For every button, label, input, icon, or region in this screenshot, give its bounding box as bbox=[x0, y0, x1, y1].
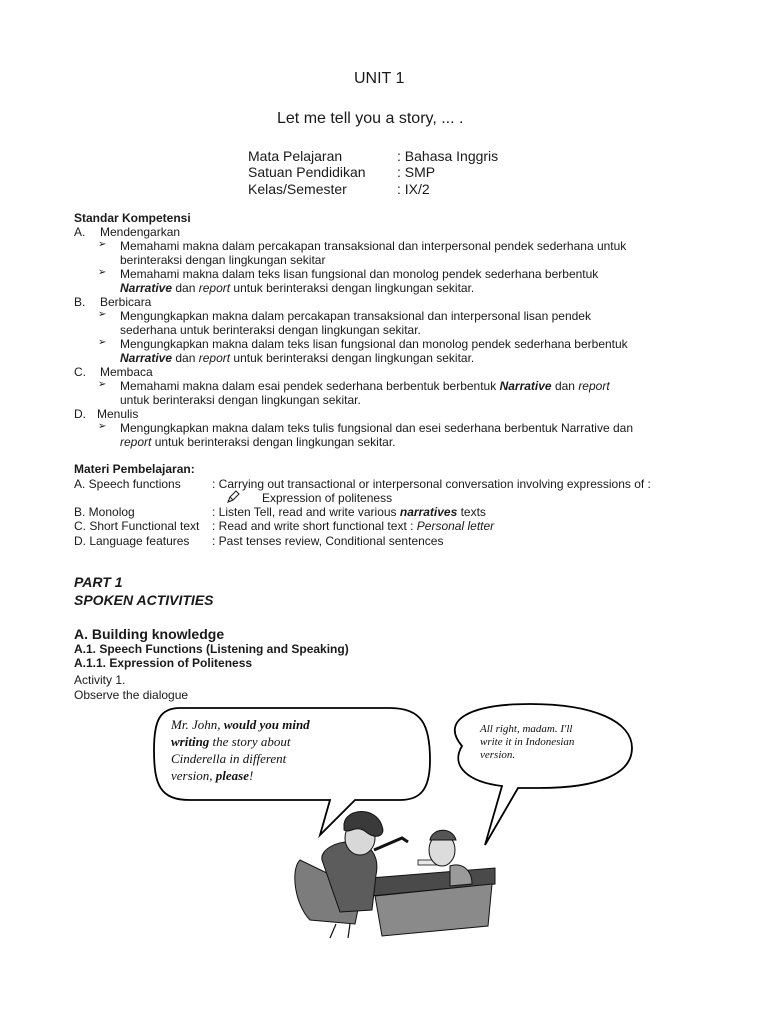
competency-line: sederhana untuk berinteraksi dengan lingkungan sekitar. bbox=[120, 323, 421, 337]
bubble-left-line: Cinderella in different bbox=[171, 751, 287, 766]
materi-label: C. Short Functional text bbox=[74, 519, 200, 533]
materi-value: : Listen Tell, read and write various narratives texts bbox=[212, 505, 486, 519]
bubble-left-line: writing the story about bbox=[171, 734, 291, 749]
section-letter: D. bbox=[74, 407, 86, 421]
section-heading: A. Building knowledge bbox=[74, 626, 225, 642]
materi-label: D. Language features bbox=[74, 534, 190, 548]
bubble-right-text bbox=[480, 723, 574, 762]
arrow-bullet-icon: ➢ bbox=[98, 379, 107, 390]
competency-line: berinteraksi dengan lingkungan sekitar bbox=[120, 253, 326, 267]
meta-label-school: Satuan Pendidikan bbox=[248, 164, 366, 180]
bubble-left-text bbox=[171, 716, 310, 784]
materi-value: : Carrying out transactional or interpersonal conversation involving expressions of : bbox=[212, 477, 651, 491]
bubble-right-line: All right, madam. I'll bbox=[480, 723, 573, 735]
part-title: PART 1 bbox=[74, 574, 123, 590]
page-subtitle: Let me tell you a story, ... . bbox=[277, 110, 464, 127]
competency-line: Memahami makna dalam teks lisan fungsional dan monolog pendek sederhana berbentuk bbox=[120, 267, 599, 281]
meta-label-class: Kelas/Semester bbox=[248, 181, 347, 197]
competency-line: Mengungkapkan makna dalam percakapan transaksional dan interpersonal lisan pendek bbox=[120, 309, 591, 323]
competency-line: Mengungkapkan makna dalam teks tulis fungsional dan esei sederhana berbentuk Narrative dan bbox=[120, 421, 633, 435]
competency-line: Narrative dan report untuk berinteraksi dengan lingkungan sekitar. bbox=[120, 351, 475, 365]
subsection-heading: A.1. Speech Functions (Listening and Speaking) bbox=[74, 642, 349, 656]
desk-illustration bbox=[370, 860, 495, 936]
competency-line: Memahami makna dalam percakapan transaksional dan interpersonal pendek sederhana untuk bbox=[120, 239, 627, 253]
arrow-bullet-icon: ➢ bbox=[98, 239, 107, 250]
section-letter: B. bbox=[74, 295, 86, 309]
arrow-bullet-icon: ➢ bbox=[98, 337, 107, 348]
competency-line: Memahami makna dalam esai pendek sederhana berbentuk berbentuk Narrative dan report bbox=[120, 379, 610, 393]
meta-label-subject: Mata Pelajaran bbox=[248, 148, 343, 164]
materi-value: : Read and write short functional text : Personal letter bbox=[212, 519, 495, 533]
competency-line: untuk berinteraksi dengan lingkungan sekitar. bbox=[120, 393, 361, 407]
section-name: Membaca bbox=[100, 365, 153, 379]
arrow-bullet-icon: ➢ bbox=[98, 267, 107, 278]
subsection-heading: A.1.1. Expression of Politeness bbox=[74, 656, 253, 670]
competency-line: Mengungkapkan makna dalam teks lisan fungsional dan monolog pendek sederhana berbentuk bbox=[120, 337, 628, 351]
standar-heading: Standar Kompetensi bbox=[74, 211, 191, 225]
bubble-right-line: version. bbox=[480, 749, 516, 761]
section-letter: C. bbox=[74, 365, 86, 379]
meta-value-school: : SMP bbox=[397, 164, 436, 180]
competency-line: Narrative dan report untuk berinteraksi dengan lingkungan sekitar. bbox=[120, 281, 475, 295]
meta-value-class: : IX/2 bbox=[397, 181, 430, 197]
materi-label: A. Speech functions bbox=[74, 477, 181, 491]
materi-value: Expression of politeness bbox=[262, 491, 393, 505]
materi-label: B. Monolog bbox=[74, 505, 135, 519]
materi-heading: Materi Pembelajaran: bbox=[74, 462, 195, 476]
activity-label: Activity 1. bbox=[74, 673, 126, 687]
activity-instruction: Observe the dialogue bbox=[74, 688, 189, 702]
competency-line: report untuk berinteraksi dengan lingkungan sekitar. bbox=[120, 435, 396, 449]
section-name: Mendengarkan bbox=[100, 225, 181, 239]
bubble-right-line: write it in Indonesian bbox=[480, 736, 575, 748]
arrow-bullet-icon: ➢ bbox=[98, 421, 107, 432]
materi-value: : Past tenses review, Conditional sentences bbox=[212, 534, 444, 548]
meta-value-subject: : Bahasa Inggris bbox=[397, 148, 499, 164]
part-subtitle: SPOKEN ACTIVITIES bbox=[74, 592, 214, 608]
bubble-left-line: version, please! bbox=[171, 768, 254, 783]
section-letter: A. bbox=[74, 225, 86, 239]
section-name: Menulis bbox=[97, 407, 139, 421]
unit-title: UNIT 1 bbox=[354, 70, 405, 87]
arrow-bullet-icon: ➢ bbox=[98, 309, 107, 320]
bubble-left-line: Mr. John, would you mind bbox=[171, 717, 310, 732]
section-name: Berbicara bbox=[100, 295, 152, 309]
